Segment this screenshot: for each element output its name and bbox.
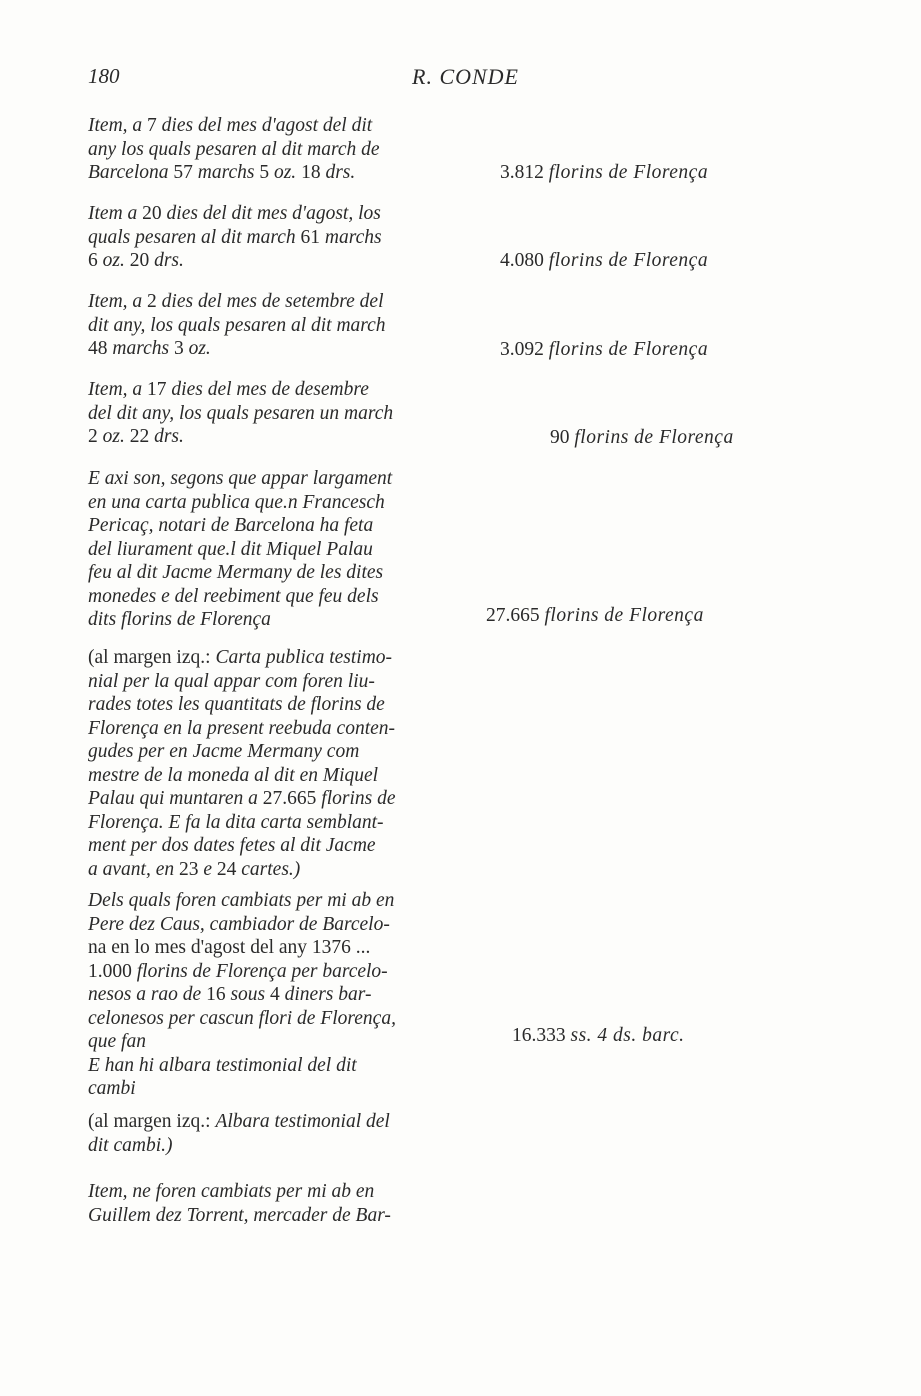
text-segment: diners bar- (279, 984, 372, 1005)
text-segment: Item a (88, 203, 143, 224)
text-segment: dits florins de Florença (88, 609, 271, 630)
text-segment: dies del dit mes d'agost, los (161, 203, 381, 224)
text-segment: Item, ne foren cambiats per mi ab en (88, 1181, 375, 1202)
text-segment: (al margen izq.: (88, 1111, 216, 1132)
amount-unit: florins de Florença (544, 605, 704, 626)
text-line (88, 514, 468, 538)
text-segment: florins de (316, 788, 396, 809)
text-segment: drs. (149, 250, 184, 271)
text-segment: Florença en la present reebuda conten- (88, 717, 396, 739)
amount-number: 16.333 (512, 1025, 566, 1046)
text-segment: ment per dos dates fetes al dit Jacme (88, 835, 376, 856)
text-segment: 20 (129, 250, 150, 271)
text-segment: 16 (206, 984, 226, 1005)
text-segment: dies del mes de setembre del (156, 291, 384, 312)
text-line (88, 693, 468, 717)
text-segment: dies del mes de desembre (166, 379, 369, 400)
text-segment: cartes.) (236, 858, 301, 880)
text-segment: celonesos per cascun flori de Florença, (88, 1007, 396, 1029)
text-segment: e (198, 858, 217, 880)
text-line (88, 834, 468, 858)
text-line (88, 670, 468, 694)
entry-6-margin-note (88, 646, 468, 881)
text-segment: a avant, en (88, 858, 179, 880)
text-segment: florins de Florença per barcelo- (131, 960, 388, 982)
entry-4-amount (550, 426, 820, 450)
text-segment: drs. (320, 162, 356, 183)
text-segment: dies del mes d'agost del dit (156, 115, 373, 136)
text-segment: Albara testimonial del (215, 1111, 390, 1132)
amount-number: 3.812 (500, 162, 544, 183)
text-segment: feu al dit Jacme Mermany de les dites (88, 562, 384, 583)
text-segment: dit any, los quals pesaren al dit march (88, 314, 386, 336)
entry-1-amount (500, 161, 770, 185)
text-segment: 4 (270, 984, 280, 1005)
text-segment: 61 (300, 226, 321, 248)
text-segment: quals pesaren al dit march (88, 226, 301, 248)
text-line (88, 1180, 468, 1204)
text-segment: 1.000 (88, 960, 132, 982)
page-number: 180 (88, 64, 120, 88)
text-segment: 57 (173, 162, 193, 183)
text-segment: rades totes les quantitats de florins de (88, 694, 385, 715)
entry-7-amount (512, 1024, 782, 1048)
text-segment: Item, a (88, 115, 148, 136)
text-segment: 48 (88, 338, 108, 359)
text-segment: del dit any, los quals pesaren un march (88, 402, 394, 424)
text-segment: na en lo mes d'agost del any 1376 ... (88, 937, 371, 958)
text-segment: dit cambi.) (88, 1134, 173, 1156)
text-line (88, 138, 468, 162)
text-line (88, 491, 468, 515)
text-segment: gudes per en Jacme Mermany com (88, 741, 360, 762)
text-line (88, 1007, 468, 1031)
text-line (88, 889, 468, 913)
text-segment: nesos a rao de (88, 984, 207, 1005)
text-segment: 7 (147, 115, 157, 136)
text-line (88, 561, 468, 585)
text-segment: oz. (269, 162, 302, 183)
text-segment: Carta publica testimo- (215, 647, 393, 668)
text-segment: en una carta publica que.n Francesch (88, 491, 385, 513)
text-segment: 2 (88, 426, 98, 447)
text-line (88, 608, 468, 632)
amount-number: 90 (550, 427, 570, 448)
amount-unit: florins de Florença (548, 339, 709, 360)
text-line (88, 787, 468, 811)
text-segment: que fan (88, 1031, 146, 1052)
text-segment: Florença. E fa la dita carta semblant- (88, 811, 384, 833)
text-segment: 5 (259, 162, 270, 183)
text-line (88, 467, 468, 491)
text-line (88, 858, 468, 882)
text-segment: 17 (147, 379, 167, 400)
text-segment: oz. (97, 426, 130, 447)
text-line (88, 425, 468, 449)
text-line (88, 913, 468, 937)
text-line (88, 983, 468, 1007)
text-segment: oz. (97, 250, 130, 271)
text-segment: marchs (192, 162, 260, 183)
entry-8-margin-note (88, 1110, 468, 1157)
entry-5-amount (486, 604, 756, 628)
text-line (88, 378, 468, 402)
text-line (88, 202, 468, 226)
text-segment: cambi (88, 1078, 136, 1099)
text-segment: marchs (107, 338, 174, 359)
text-segment: 22 (129, 426, 150, 447)
text-line (88, 740, 468, 764)
text-line (88, 646, 468, 670)
entry-3 (88, 290, 468, 361)
text-segment: Guillem dez Torrent, mercader de Bar- (88, 1204, 391, 1226)
amount-number: 3.092 (500, 339, 544, 360)
amount-unit: florins de Florença (548, 162, 709, 183)
amount-unit: ss. 4 ds. barc. (570, 1025, 685, 1046)
text-line (88, 337, 468, 361)
text-segment: (al margen izq.: (88, 647, 216, 668)
text-line (88, 936, 468, 960)
text-line (88, 811, 468, 835)
text-segment: 18 (301, 162, 321, 183)
text-line (88, 1110, 468, 1134)
text-segment: sous (225, 984, 271, 1005)
text-line (88, 290, 468, 314)
text-line (88, 1204, 468, 1228)
amount-unit: florins de Florença (548, 250, 709, 271)
text-line (88, 249, 468, 273)
entry-3-amount (500, 338, 770, 362)
text-line (88, 585, 468, 609)
amount-number: 27.665 (486, 605, 540, 626)
text-line (88, 717, 468, 741)
entry-7 (88, 889, 468, 1101)
text-line (88, 1054, 468, 1078)
text-segment: 6 (88, 250, 98, 271)
text-segment: E han hi albara testimonial del dit (88, 1054, 357, 1076)
text-line (88, 161, 468, 185)
text-line (88, 1134, 468, 1158)
amount-number: 4.080 (500, 250, 544, 271)
text-segment: 24 (216, 858, 237, 880)
text-line (88, 226, 468, 250)
text-segment: monedes e del reebiment que feu dels (88, 585, 379, 607)
text-segment: E axi son, segons que appar largament (88, 468, 393, 489)
text-segment: mestre de la moneda al dit en Miquel (88, 764, 379, 786)
text-line (88, 114, 468, 138)
text-segment: marchs (320, 226, 382, 248)
text-line (88, 402, 468, 426)
text-segment: Barcelona (88, 162, 174, 183)
text-line (88, 764, 468, 788)
text-segment: Item, a (88, 379, 148, 400)
text-segment: Pere dez Caus, cambiador de Barcelo- (88, 913, 390, 935)
text-segment: any los quals pesaren al dit march de (88, 138, 380, 160)
text-segment: nial per la qual appar com foren liu- (88, 670, 375, 692)
entry-1 (88, 114, 468, 185)
text-line (88, 1077, 468, 1101)
entry-2-amount (500, 249, 770, 273)
entry-4 (88, 378, 468, 449)
text-line (88, 314, 468, 338)
amount-unit: florins de Florença (574, 427, 734, 448)
text-segment: Item, a (88, 291, 148, 312)
text-segment: 3 (173, 338, 184, 359)
text-segment: del liurament que.l dit Miquel Palau (88, 538, 373, 560)
text-line (88, 960, 468, 984)
entry-9 (88, 1180, 468, 1227)
text-segment: oz. (183, 338, 211, 359)
text-segment: 27.665 (262, 788, 317, 809)
entry-2 (88, 202, 468, 273)
running-head: R. CONDE (412, 64, 519, 89)
text-segment: Pericaç, notari de Barcelona ha feta (88, 515, 374, 536)
text-line (88, 1030, 468, 1054)
text-segment: Palau qui muntaren a (88, 788, 263, 809)
text-segment: 20 (142, 203, 162, 224)
text-segment: 23 (178, 858, 199, 880)
text-line (88, 538, 468, 562)
entry-5 (88, 467, 468, 632)
text-segment: Dels quals foren cambiats per mi ab en (88, 890, 395, 911)
text-segment: drs. (149, 426, 184, 447)
text-segment: 2 (147, 291, 157, 312)
